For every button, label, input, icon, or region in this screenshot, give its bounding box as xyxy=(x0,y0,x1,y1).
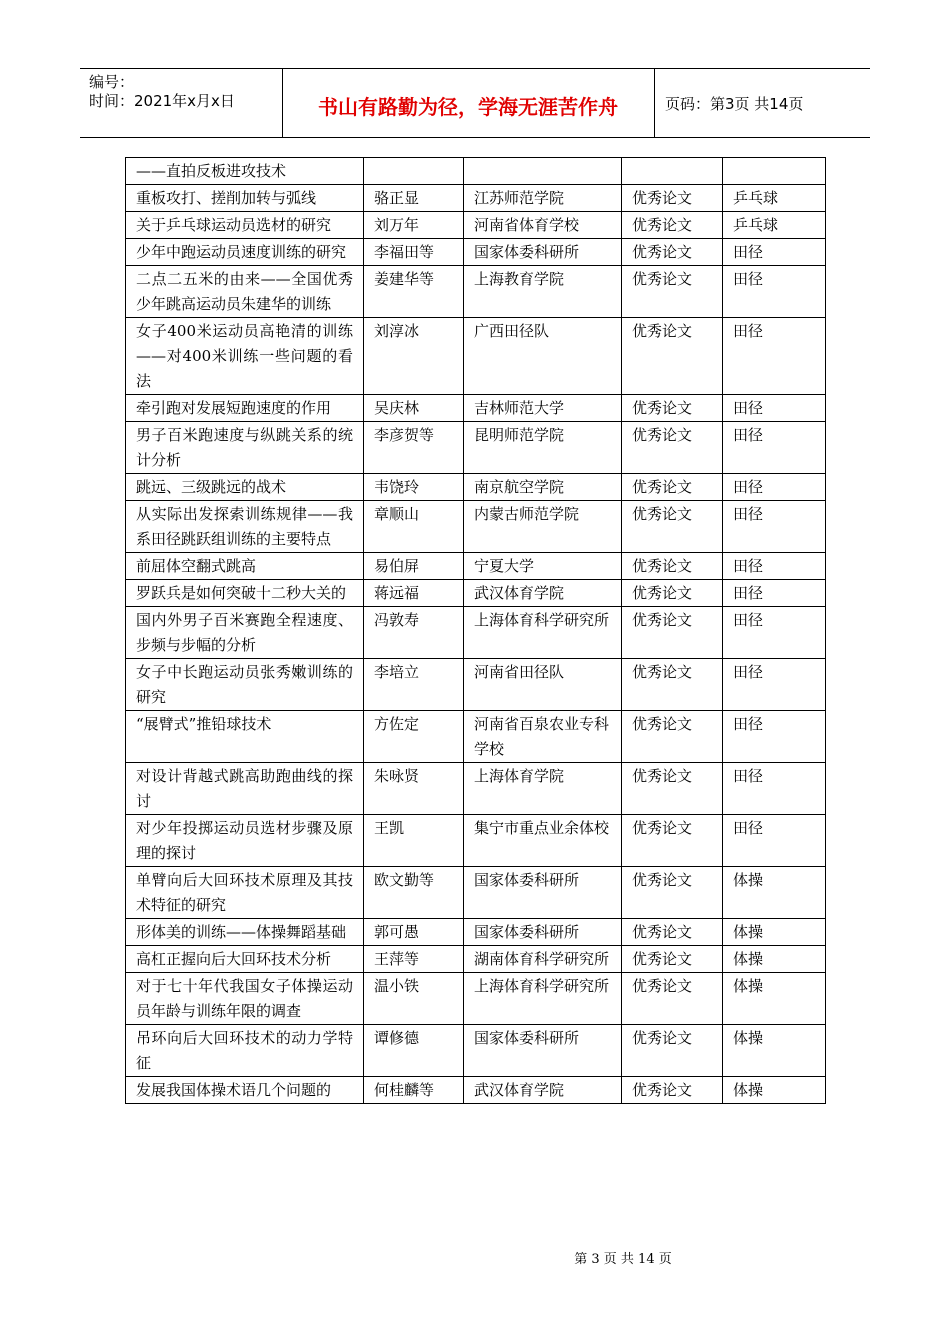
institution-cell: 上海体育学院 xyxy=(464,763,622,815)
sport-cell: 田径 xyxy=(723,239,826,266)
author-cell: 李福田等 xyxy=(364,239,464,266)
award-cell: 优秀论文 xyxy=(622,659,723,711)
institution-cell: 武汉体育学院 xyxy=(464,1077,622,1104)
award-cell: 优秀论文 xyxy=(622,501,723,553)
institution-cell: 上海体育科学研究所 xyxy=(464,973,622,1025)
sport-cell: 田径 xyxy=(723,266,826,318)
sport-cell: 田径 xyxy=(723,318,826,395)
sport-cell: 田径 xyxy=(723,763,826,815)
award-cell: 优秀论文 xyxy=(622,553,723,580)
award-cell: 优秀论文 xyxy=(622,607,723,659)
paper-title-cell: 跳远、三级跳远的战术 xyxy=(126,474,364,501)
institution-cell: 吉林师范大学 xyxy=(464,395,622,422)
paper-title-cell: “展臂式”推铅球技术 xyxy=(126,711,364,763)
page-footer xyxy=(0,1248,950,1267)
paper-title-cell: 女子中长跑运动员张秀嫩训练的研究 xyxy=(126,659,364,711)
institution-cell: 国家体委科研所 xyxy=(464,919,622,946)
author-cell: 方佐定 xyxy=(364,711,464,763)
award-cell xyxy=(622,158,723,185)
author-cell: 郭可愚 xyxy=(364,919,464,946)
award-cell: 优秀论文 xyxy=(622,1077,723,1104)
table-row xyxy=(126,266,826,318)
sport-cell: 田径 xyxy=(723,422,826,474)
author-cell: 吴庆林 xyxy=(364,395,464,422)
sport-cell: 体操 xyxy=(723,1025,826,1077)
award-cell: 优秀论文 xyxy=(622,763,723,815)
sport-cell: 体操 xyxy=(723,946,826,973)
sport-cell: 田径 xyxy=(723,711,826,763)
paper-title-cell: 二点二五米的由来——全国优秀少年跳高运动员朱建华的训练 xyxy=(126,266,364,318)
institution-cell: 上海体育科学研究所 xyxy=(464,607,622,659)
document-number-label: 编号： xyxy=(89,73,135,91)
paper-title-cell: 前屈体空翻式跳高 xyxy=(126,553,364,580)
author-cell: 刘淳冰 xyxy=(364,318,464,395)
paper-title-cell: 重板攻打、搓削加转与弧线 xyxy=(126,185,364,212)
institution-cell: 昆明师范学院 xyxy=(464,422,622,474)
header-motto: 书山有路勤为径，学海无涯苦作舟 xyxy=(318,95,618,119)
sport-cell: 乒乓球 xyxy=(723,185,826,212)
paper-title-cell: 罗跃兵是如何突破十二秒大关的 xyxy=(126,580,364,607)
sport-cell: 体操 xyxy=(723,1077,826,1104)
sport-cell: 体操 xyxy=(723,867,826,919)
table-row xyxy=(126,501,826,553)
sport-cell: 体操 xyxy=(723,973,826,1025)
paper-title-cell: ——直拍反板进攻技术 xyxy=(126,158,364,185)
paper-title-cell: 女子400米运动员高艳清的训练——对400米训练一些问题的看法 xyxy=(126,318,364,395)
sport-cell: 体操 xyxy=(723,919,826,946)
sport-cell: 田径 xyxy=(723,553,826,580)
award-cell: 优秀论文 xyxy=(622,422,723,474)
award-cell: 优秀论文 xyxy=(622,711,723,763)
footer-page-number: 第 3 页 共 14 页 xyxy=(574,1252,672,1267)
paper-title-cell: 从实际出发探索训练规律——我系田径跳跃组训练的主要特点 xyxy=(126,501,364,553)
sport-cell: 田径 xyxy=(723,474,826,501)
paper-title-cell: 形体美的训练——体操舞蹈基础 xyxy=(126,919,364,946)
institution-cell: 集宁市重点业余体校 xyxy=(464,815,622,867)
author-cell: 章顺山 xyxy=(364,501,464,553)
institution-cell xyxy=(464,158,622,185)
sport-cell: 乒乓球 xyxy=(723,212,826,239)
institution-cell: 内蒙古师范学院 xyxy=(464,501,622,553)
sport-cell: 田径 xyxy=(723,395,826,422)
table-row xyxy=(126,422,826,474)
table-row xyxy=(126,867,826,919)
author-cell: 韦饶玲 xyxy=(364,474,464,501)
table-row xyxy=(126,474,826,501)
institution-cell: 河南省百泉农业专科学校 xyxy=(464,711,622,763)
table-row xyxy=(126,763,826,815)
award-cell: 优秀论文 xyxy=(622,266,723,318)
institution-cell: 河南省体育学校 xyxy=(464,212,622,239)
author-cell: 朱咏贤 xyxy=(364,763,464,815)
institution-cell: 河南省田径队 xyxy=(464,659,622,711)
table-row xyxy=(126,919,826,946)
author-cell: 李培立 xyxy=(364,659,464,711)
header-motto-cell xyxy=(282,69,655,137)
table-row xyxy=(126,239,826,266)
table-row xyxy=(126,318,826,395)
author-cell: 姜建华等 xyxy=(364,266,464,318)
award-cell: 优秀论文 xyxy=(622,946,723,973)
award-cell: 优秀论文 xyxy=(622,395,723,422)
author-cell: 蒋远福 xyxy=(364,580,464,607)
paper-title-cell: 对少年投掷运动员选材步骤及原理的探讨 xyxy=(126,815,364,867)
paper-title-cell: 男子百米跑速度与纵跳关系的统计分析 xyxy=(126,422,364,474)
papers-table-body xyxy=(126,158,826,1104)
institution-cell: 武汉体育学院 xyxy=(464,580,622,607)
award-cell: 优秀论文 xyxy=(622,867,723,919)
table-row xyxy=(126,553,826,580)
award-cell: 优秀论文 xyxy=(622,239,723,266)
paper-title-cell: 对于七十年代我国女子体操运动员年龄与训练年限的调查 xyxy=(126,973,364,1025)
paper-title-cell: 发展我国体操术语几个问题的 xyxy=(126,1077,364,1104)
award-cell: 优秀论文 xyxy=(622,580,723,607)
author-cell: 温小铁 xyxy=(364,973,464,1025)
table-row xyxy=(126,580,826,607)
institution-cell: 湖南体育科学研究所 xyxy=(464,946,622,973)
author-cell xyxy=(364,158,464,185)
paper-title-cell: 关于乒乓球运动员选材的研究 xyxy=(126,212,364,239)
paper-title-cell: 吊环向后大回环技术的动力学特征 xyxy=(126,1025,364,1077)
sport-cell: 田径 xyxy=(723,501,826,553)
paper-title-cell: 高杠正握向后大回环技术分析 xyxy=(126,946,364,973)
table-row xyxy=(126,1077,826,1104)
table-row xyxy=(126,158,826,185)
papers-table xyxy=(125,157,826,1104)
author-cell: 何桂麟等 xyxy=(364,1077,464,1104)
header-meta-cell xyxy=(80,69,283,137)
institution-cell: 国家体委科研所 xyxy=(464,1025,622,1077)
author-cell: 骆正显 xyxy=(364,185,464,212)
table-row xyxy=(126,1025,826,1077)
award-cell: 优秀论文 xyxy=(622,1025,723,1077)
paper-title-cell: 对设计背越式跳高助跑曲线的探讨 xyxy=(126,763,364,815)
institution-cell: 国家体委科研所 xyxy=(464,239,622,266)
table-row xyxy=(126,973,826,1025)
sport-cell xyxy=(723,158,826,185)
author-cell: 刘万年 xyxy=(364,212,464,239)
document-date-label: 时间：2021年x月x日 xyxy=(89,92,235,110)
author-cell: 易伯屏 xyxy=(364,553,464,580)
sport-cell: 田径 xyxy=(723,659,826,711)
table-row xyxy=(126,185,826,212)
award-cell: 优秀论文 xyxy=(622,973,723,1025)
table-row xyxy=(126,946,826,973)
table-row xyxy=(126,711,826,763)
paper-title-cell: 国内外男子百米赛跑全程速度、步频与步幅的分析 xyxy=(126,607,364,659)
institution-cell: 南京航空学院 xyxy=(464,474,622,501)
table-row xyxy=(126,212,826,239)
header-page-info: 页码：第3页 共14页 xyxy=(665,95,804,113)
award-cell: 优秀论文 xyxy=(622,185,723,212)
award-cell: 优秀论文 xyxy=(622,919,723,946)
header-page-cell xyxy=(654,69,870,137)
award-cell: 优秀论文 xyxy=(622,815,723,867)
institution-cell: 宁夏大学 xyxy=(464,553,622,580)
institution-cell: 国家体委科研所 xyxy=(464,867,622,919)
author-cell: 王萍等 xyxy=(364,946,464,973)
award-cell: 优秀论文 xyxy=(622,212,723,239)
table-row xyxy=(126,659,826,711)
award-cell: 优秀论文 xyxy=(622,474,723,501)
institution-cell: 江苏师范学院 xyxy=(464,185,622,212)
institution-cell: 上海教育学院 xyxy=(464,266,622,318)
paper-title-cell: 少年中跑运动员速度训练的研究 xyxy=(126,239,364,266)
table-row xyxy=(126,815,826,867)
paper-title-cell: 牵引跑对发展短跑速度的作用 xyxy=(126,395,364,422)
author-cell: 欧文勤等 xyxy=(364,867,464,919)
sport-cell: 田径 xyxy=(723,815,826,867)
page-header xyxy=(80,68,870,138)
table-row xyxy=(126,607,826,659)
institution-cell: 广西田径队 xyxy=(464,318,622,395)
author-cell: 王凯 xyxy=(364,815,464,867)
paper-title-cell: 单臂向后大回环技术原理及其技术特征的研究 xyxy=(126,867,364,919)
award-cell: 优秀论文 xyxy=(622,318,723,395)
table-row xyxy=(126,395,826,422)
sport-cell: 田径 xyxy=(723,607,826,659)
author-cell: 冯敦寿 xyxy=(364,607,464,659)
sport-cell: 田径 xyxy=(723,580,826,607)
author-cell: 谭修德 xyxy=(364,1025,464,1077)
author-cell: 李彦贺等 xyxy=(364,422,464,474)
